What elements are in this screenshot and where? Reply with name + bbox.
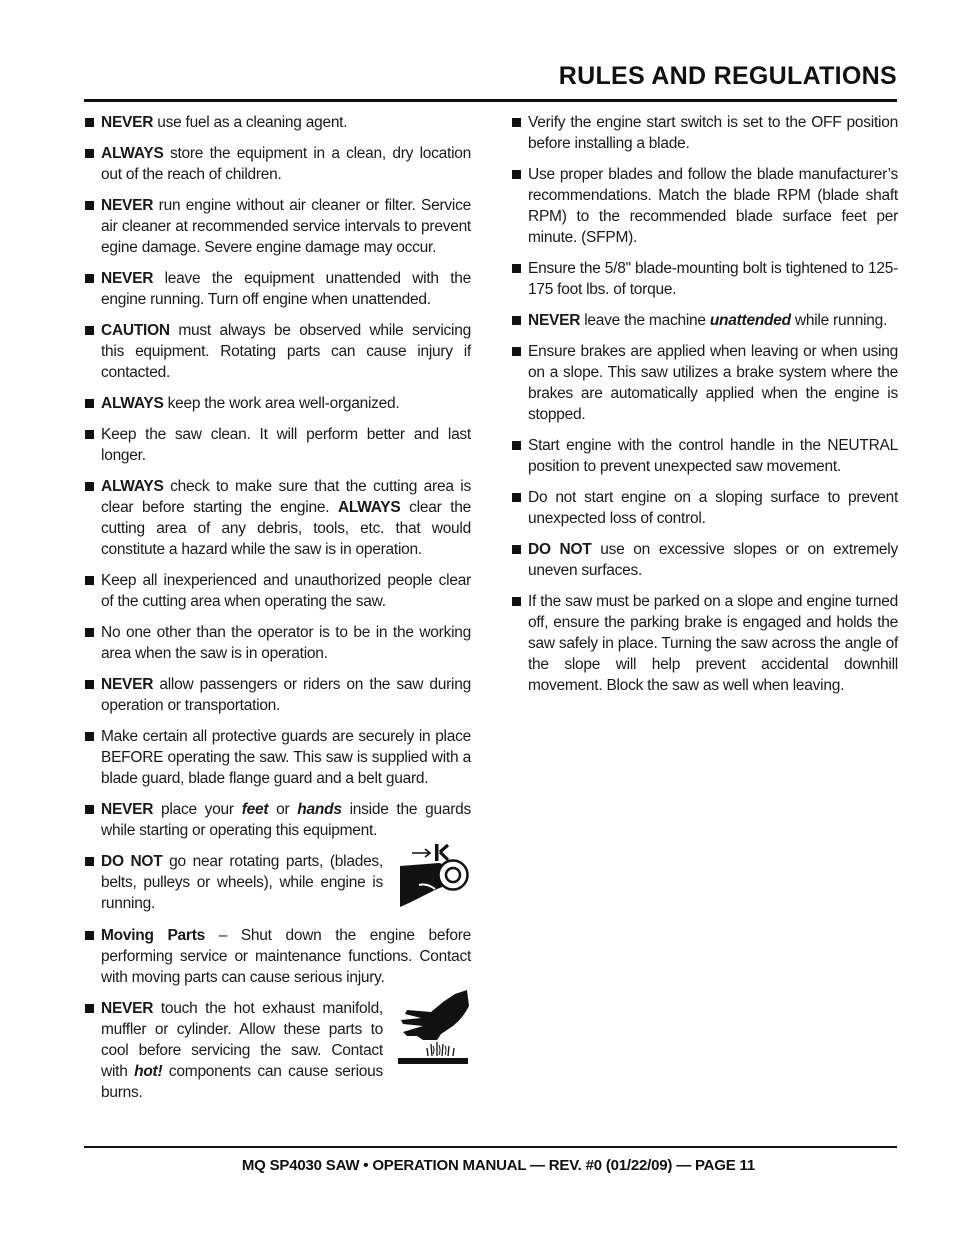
rule-text-segment: go near rotating parts, (blades, belts, pulleys or wheels), while engine is running. (101, 853, 383, 912)
emphasis-text: feet (241, 801, 269, 818)
rule-text (528, 487, 898, 529)
rule-text-segment: leave the machine (580, 312, 710, 329)
rule-text (528, 435, 898, 477)
bullet-square-icon (512, 441, 521, 450)
left-rule-item (84, 424, 471, 466)
rule-text (101, 799, 471, 841)
right-rule-item (511, 164, 898, 248)
rule-text-segment: while running. (790, 312, 888, 329)
rule-text (528, 164, 898, 248)
emphasis-text: CAUTION (101, 322, 170, 339)
left-rule-item (84, 726, 471, 789)
emphasis-text: DO NOT (101, 853, 163, 870)
right-rule-item (511, 487, 898, 529)
rule-text-segment: Start engine with the control handle in the NEUTRAL position to prevent unexpected saw movement. (528, 437, 898, 475)
rule-text-segment: inside the guards while starting or operating this equipment. (101, 801, 471, 839)
rule-text (101, 925, 471, 988)
bullet-square-icon (512, 264, 521, 273)
left-rule-item (84, 851, 471, 915)
rule-text-segment: Make certain all protective guards are securely in place BEFORE operating the saw. This saw is supplied with a blade guard, blade flange guard and a belt guard. (101, 728, 471, 787)
page-footer: MQ SP4030 SAW • OPERATION MANUAL — REV. #0 (01/22/09) — PAGE 11 (241, 1157, 755, 1174)
bullet-square-icon (85, 326, 94, 335)
footer-rule (84, 1146, 897, 1148)
rule-text (101, 268, 471, 310)
left-column (84, 112, 471, 1113)
rule-text-segment: store the equipment in a clean, dry location out of the reach of children. (101, 145, 471, 183)
emphasis-text: ALWAYS (101, 145, 164, 162)
left-rule-item (84, 925, 471, 988)
rule-text (101, 424, 471, 466)
emphasis-text: NEVER (101, 676, 154, 693)
left-rule-item (84, 143, 471, 185)
rotating-parts-hazard-icon (397, 843, 471, 915)
right-rule-item (511, 591, 898, 696)
rule-text-segment: leave the equipment unattended with the engine running. Turn off engine when unattended. (101, 270, 471, 308)
rule-text-segment: Keep the saw clean. It will perform better and last longer. (101, 426, 471, 464)
left-rule-item (84, 195, 471, 258)
rule-text-segment: or (268, 801, 298, 818)
emphasis-text: NEVER (101, 270, 154, 287)
right-rule-item (511, 112, 898, 154)
emphasis-text: ALWAYS (337, 499, 401, 516)
bullet-square-icon (512, 170, 521, 179)
bullet-square-icon (85, 805, 94, 814)
rule-text (101, 851, 397, 914)
right-column (511, 112, 898, 706)
rule-text (101, 195, 471, 258)
rule-text-segment: allow passengers or riders on the saw during operation or transportation. (101, 676, 471, 714)
rule-text-segment: run engine without air cleaner or filter. Service air cleaner at recommended service intervals to prevent egine damage. Severe engine damage may occur. (101, 197, 471, 256)
rule-text (101, 143, 471, 185)
rule-text-segment: components can cause serious burns. (101, 1063, 384, 1101)
rule-text-segment: Do not start engine on a sloping surface to prevent unexpected loss of control. (528, 489, 898, 527)
rule-text-segment: use on excessive slopes or on extremely uneven surfaces. (528, 541, 898, 579)
emphasis-text: NEVER (101, 1000, 154, 1017)
rule-text-segment: use fuel as a cleaning agent. (153, 114, 348, 131)
bullet-square-icon (512, 118, 521, 127)
rule-text-segment: check to make sure that the cutting area is clear before starting the engine. (101, 478, 471, 516)
emphasis-text: NEVER (528, 312, 581, 329)
emphasis-text: NEVER (101, 801, 154, 818)
right-rule-item (511, 258, 898, 300)
bullet-square-icon (85, 1004, 94, 1013)
rule-text-segment: Use proper blades and follow the blade manufacturer’s recommendations. Match the blade RPM (blade shaft RPM) to the recommended blade surface feet per minute. (SFPM). (528, 166, 898, 246)
rule-text-segment: – Shut down the engine before performing service or maintenance functions. Contact with moving parts can cause serious injury. (101, 927, 471, 986)
rule-text (101, 726, 471, 789)
left-rule-item (84, 674, 471, 716)
bullet-square-icon (85, 732, 94, 741)
rule-text-segment: No one other than the operator is to be in the working area when the saw is in operation. (101, 624, 471, 662)
rule-text-segment: If the saw must be parked on a slope and engine turned off, ensure the parking brake is engaged and holds the saw safely in place. Turning the saw across the angle of the slope will help prevent accidental downhill movement. Block the saw as well when leaving. (528, 593, 898, 694)
bullet-square-icon (85, 680, 94, 689)
bullet-square-icon (85, 628, 94, 637)
rule-text-segment: clear the cutting area of any debris, tools, etc. that would constitute a hazard while the saw is in operation. (101, 499, 471, 558)
rule-text (528, 258, 898, 300)
rule-text (528, 310, 898, 331)
hot-surface-hazard-icon (397, 990, 471, 1076)
right-rule-item (511, 341, 898, 425)
emphasis-text: NEVER (101, 114, 154, 131)
bullet-square-icon (512, 347, 521, 356)
bullet-square-icon (85, 274, 94, 283)
emphasis-text: DO NOT (528, 541, 592, 558)
left-rule-item (84, 799, 471, 841)
emphasis-text: ALWAYS (101, 395, 164, 412)
rule-text-segment: touch the hot exhaust manifold, muffler or cylinder. Allow these parts to cool before servicing the saw. Contact with (101, 1000, 383, 1080)
left-rule-item (84, 393, 471, 414)
emphasis-text: unattended (709, 312, 791, 329)
rule-text-segment: must always be observed while servicing this equipment. Rotating parts can cause injury if contacted. (101, 322, 471, 381)
bullet-square-icon (85, 857, 94, 866)
bullet-square-icon (512, 316, 521, 325)
bullet-square-icon (85, 931, 94, 940)
rule-text (101, 476, 471, 560)
rule-text-segment: Ensure brakes are applied when leaving or when using on a slope. This saw utilizes a brake system where the brakes are automatically applied when the engine is stopped. (528, 343, 898, 423)
bullet-square-icon (512, 597, 521, 606)
rule-text (101, 622, 471, 664)
left-rule-item (84, 476, 471, 560)
left-rule-item (84, 998, 471, 1103)
emphasis-text: hot! (134, 1063, 163, 1080)
rule-text-segment: keep the work area well-organized. (163, 395, 400, 412)
rule-text (101, 570, 471, 612)
right-rule-item (511, 310, 898, 331)
left-rule-item (84, 268, 471, 310)
rule-text-segment: place your (153, 801, 242, 818)
bullet-square-icon (512, 545, 521, 554)
bullet-square-icon (85, 482, 94, 491)
rule-text (528, 341, 898, 425)
rule-text (101, 112, 471, 133)
bullet-square-icon (85, 430, 94, 439)
right-rule-item (511, 435, 898, 477)
left-rule-item (84, 320, 471, 383)
left-rule-item (84, 622, 471, 664)
rule-text (528, 112, 898, 154)
rule-text (528, 539, 898, 581)
emphasis-text: Moving Parts (101, 927, 205, 944)
rule-text (101, 674, 471, 716)
bullet-square-icon (85, 201, 94, 210)
rule-text (101, 393, 471, 414)
rule-text-segment: Verify the engine start switch is set to the OFF position before installing a blade. (528, 114, 898, 152)
page-title: RULES AND REGULATIONS (558, 62, 897, 90)
emphasis-text: NEVER (101, 197, 154, 214)
rule-text (101, 320, 471, 383)
header-rule (84, 99, 897, 102)
bullet-square-icon (85, 118, 94, 127)
left-rule-item (84, 112, 471, 133)
rule-text (528, 591, 898, 696)
left-rule-item (84, 570, 471, 612)
bullet-square-icon (85, 149, 94, 158)
emphasis-text: ALWAYS (101, 478, 164, 495)
right-rule-item (511, 539, 898, 581)
emphasis-text: hands (297, 801, 342, 818)
bullet-square-icon (512, 493, 521, 502)
bullet-square-icon (85, 576, 94, 585)
rule-text (101, 998, 397, 1103)
bullet-square-icon (85, 399, 94, 408)
rule-text-segment: Ensure the 5/8" blade-mounting bolt is tightened to 125-175 foot lbs. of torque. (528, 260, 898, 298)
rule-text-segment: Keep all inexperienced and unauthorized people clear of the cutting area when operating the saw. (101, 572, 471, 610)
